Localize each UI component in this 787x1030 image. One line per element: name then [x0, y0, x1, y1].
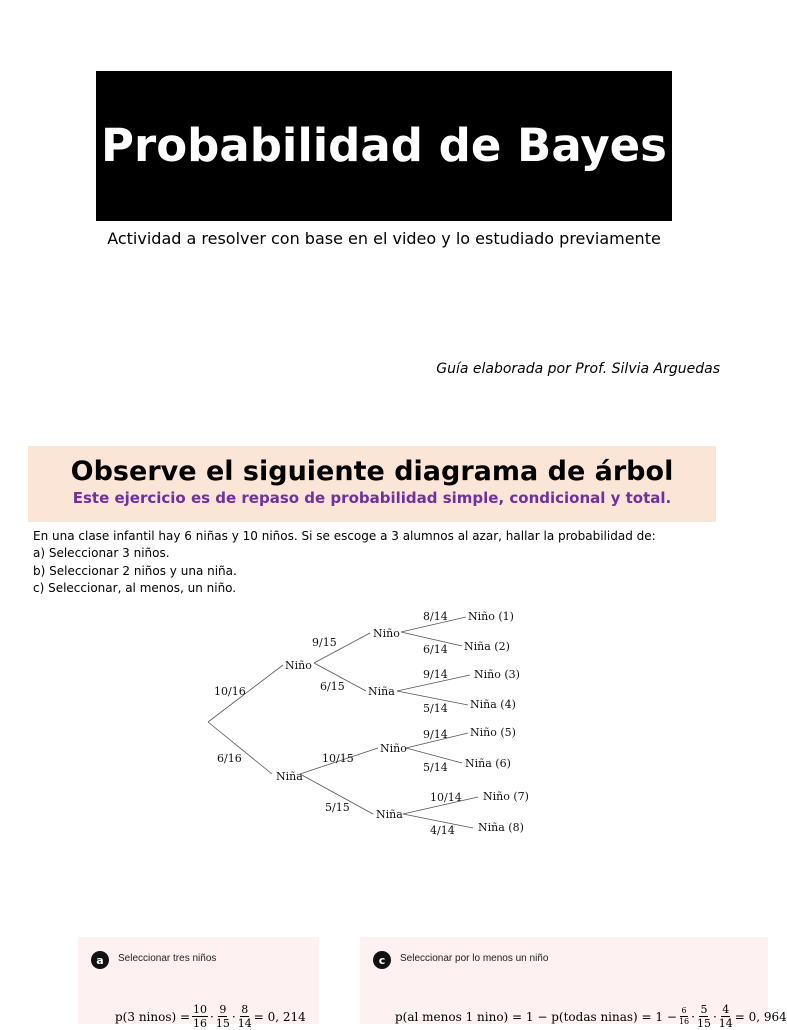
- fraction: [192, 1003, 208, 1030]
- branch-line: [208, 722, 272, 774]
- tree-node: Niño: [380, 742, 407, 755]
- problem-statement: [33, 528, 656, 597]
- tree-node: Niña (8): [478, 821, 524, 834]
- dot-operator: ·: [231, 1009, 236, 1024]
- fraction: [238, 1003, 252, 1030]
- tree-prob: 6/15: [320, 680, 345, 693]
- tree-node: Niño (1): [468, 610, 514, 623]
- tree-prob: 4/14: [430, 824, 455, 837]
- formula-result: = 0, 964: [734, 1009, 787, 1024]
- problem-item-c: c) Seleccionar, al menos, un niño.: [33, 580, 237, 595]
- tree-prob: 5/14: [423, 702, 448, 715]
- tree-prob: 10/16: [214, 685, 246, 698]
- denominator: 15: [215, 1017, 230, 1030]
- tree-prob: 5/15: [325, 801, 350, 814]
- probability-tree-diagram: [0, 600, 768, 850]
- denominator: 16: [678, 1017, 690, 1026]
- answer-a-label: Seleccionar tres niños: [118, 953, 217, 964]
- tree-node: Niño: [285, 659, 312, 672]
- problem-intro: En una clase infantil hay 6 niñas y 10 niños. Si se escoge a 3 alumnos al azar, hallar la probabilidad de:: [33, 529, 656, 543]
- tree-prob: 5/14: [423, 761, 448, 774]
- tree-prob: 9/14: [423, 728, 448, 741]
- answer-card-a: [78, 937, 319, 1030]
- tree-node: Niña: [368, 685, 395, 698]
- page-title: Probabilidad de Bayes: [101, 119, 667, 172]
- tree-node: Niño: [373, 627, 400, 640]
- denominator: 14: [237, 1017, 252, 1030]
- problem-item-a: a) Seleccionar 3 niños.: [33, 546, 170, 561]
- tree-node: Niña (4): [470, 698, 516, 711]
- exercise-header: [28, 446, 716, 522]
- tree-prob: 8/14: [423, 610, 448, 623]
- fraction: [679, 1006, 689, 1027]
- title-banner: [96, 71, 672, 221]
- answer-a-formula: [115, 1003, 306, 1030]
- answer-card-c: [360, 937, 787, 1030]
- numerator: 9: [219, 1003, 227, 1016]
- formula-lhs: p(3 ninos) =: [115, 1009, 191, 1024]
- tree-node: Niña: [276, 770, 303, 783]
- numerator: 8: [241, 1003, 249, 1016]
- formula-result: = 0, 214: [253, 1009, 306, 1024]
- denominator: 16: [193, 1017, 208, 1030]
- formula-lhs: p(al menos 1 nino) = 1 − p(todas ninas) = 1 −: [395, 1009, 677, 1024]
- tree-node: Niña: [376, 808, 403, 821]
- badge-c: c: [373, 951, 391, 969]
- denominator: 14: [718, 1017, 733, 1030]
- tree-prob: 9/15: [312, 636, 337, 649]
- denominator: 15: [696, 1017, 711, 1030]
- answer-c-label: Seleccionar por lo menos un niño: [400, 953, 549, 964]
- tree-prob: 6/16: [217, 752, 242, 765]
- tree-prob: 6/14: [423, 643, 448, 656]
- exercise-note: Este ejercicio es de repaso de probabilidad simple, condicional y total.: [72, 489, 672, 507]
- numerator: 10: [193, 1003, 208, 1016]
- page-subtitle: Actividad a resolver con base en el video y lo estudiado previamente: [107, 229, 661, 248]
- fraction: [216, 1003, 230, 1030]
- numerator: 6: [681, 1006, 687, 1015]
- dot-operator: ·: [210, 1009, 214, 1024]
- fraction: [697, 1003, 711, 1030]
- answer-c-formula: [395, 1003, 787, 1030]
- fraction: [719, 1003, 733, 1030]
- tree-prob: 9/14: [423, 668, 448, 681]
- tree-prob: 10/14: [430, 791, 462, 804]
- tree-node: Niña (2): [464, 640, 510, 653]
- dot-operator: ·: [712, 1009, 717, 1024]
- exercise-title: Observe el siguiente diagrama de árbol: [70, 456, 674, 487]
- tree-node: Niña (6): [465, 757, 511, 770]
- author-credit: Guía elaborada por Prof. Silvia Arguedas: [436, 361, 720, 377]
- dot-operator: ·: [691, 1009, 695, 1024]
- tree-node: Niño (3): [474, 668, 520, 681]
- tree-prob: 10/15: [322, 752, 354, 765]
- badge-a: a: [91, 951, 109, 969]
- numerator: 4: [722, 1003, 730, 1016]
- numerator: 5: [700, 1003, 708, 1016]
- tree-node: Niño (7): [483, 790, 529, 803]
- tree-node: Niño (5): [470, 726, 516, 739]
- problem-item-b: b) Seleccionar 2 niños y una niña.: [33, 563, 237, 578]
